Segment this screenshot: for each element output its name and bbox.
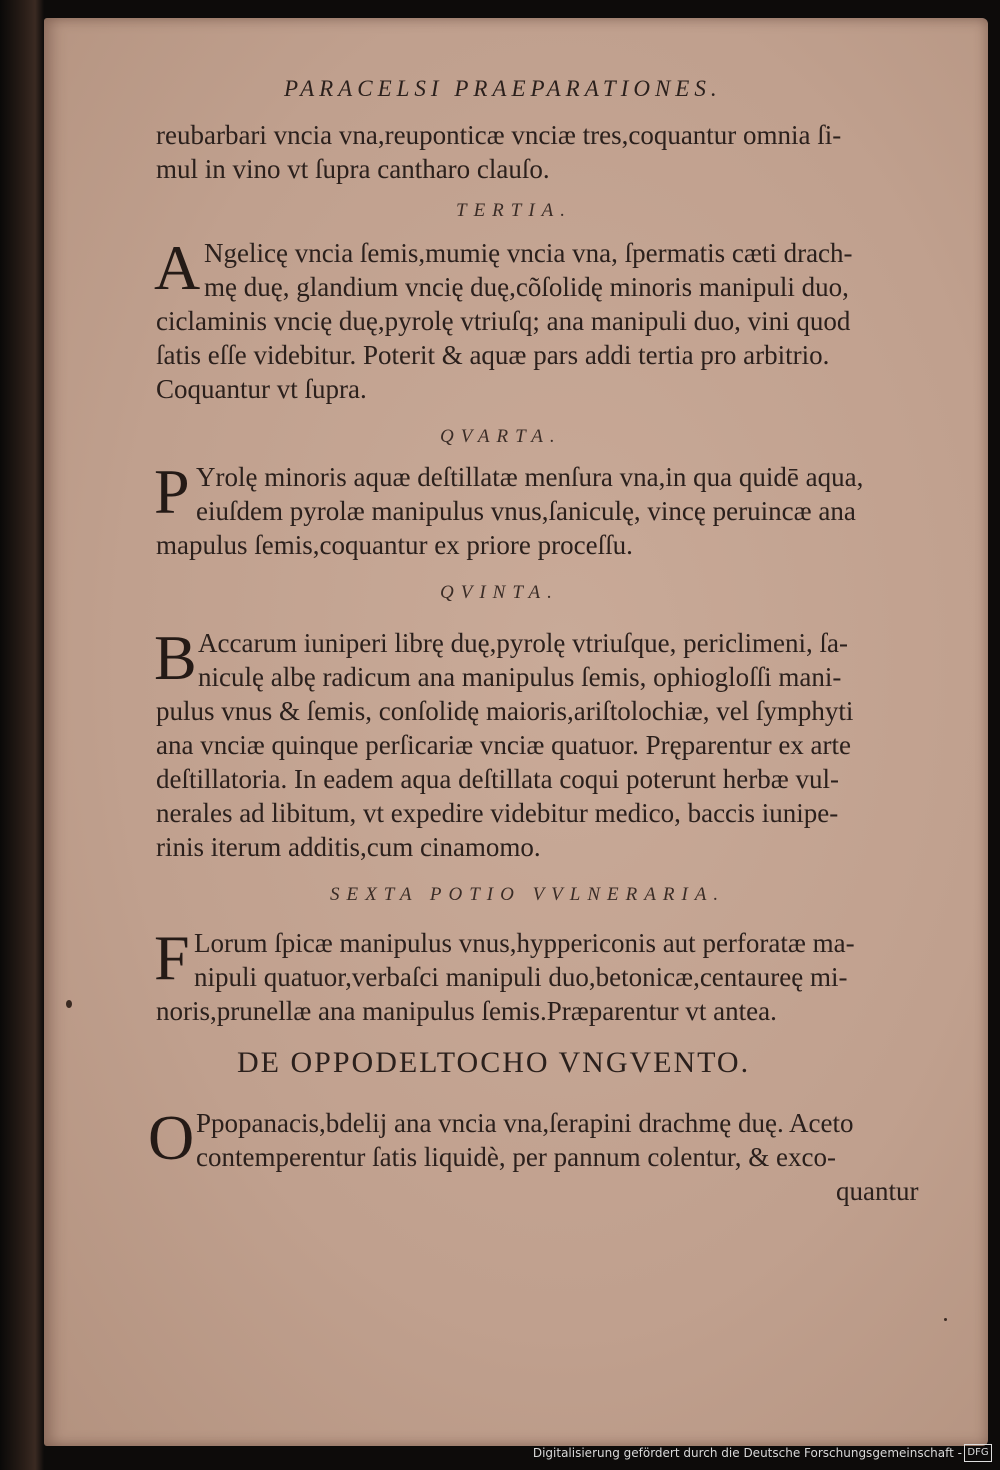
- text-line: ſatis eſſe videbitur. Poterit & aquæ pars addi tertia pro arbitrio.: [156, 340, 830, 370]
- dropcap-p: P: [154, 456, 190, 527]
- text-line: nipuli quatuor,verbaſci manipuli duo,betonicæ,centaureę mi-: [194, 962, 848, 992]
- text-line: Ppopanacis,bdelij ana vncia vna,ſerapini drachmę duę. Aceto: [196, 1108, 854, 1138]
- ink-speck: [944, 1318, 947, 1321]
- text-line: pulus vnus & ſemis, conſolidę maioris,ariſtolochiæ, vel ſymphyti: [156, 696, 854, 726]
- text-line: noris,prunellæ ana manipulus ſemis.Præparentur vt antea.: [156, 996, 777, 1026]
- section-heading-sexta: SEXTA POTIO VVLNERARIA.: [330, 884, 726, 905]
- dfg-logo: DFG: [964, 1444, 992, 1462]
- text-line: ana vnciæ quinque perſicariæ vnciæ quatuor. Pręparentur ex arte: [156, 730, 852, 760]
- dropcap-a: A: [154, 232, 201, 303]
- text-line: contemperentur ſatis liquidè, per pannum colentur, & exco-: [196, 1142, 836, 1172]
- text-line: Yrolę minoris aquæ deſtillatæ menſura vna,in qua quidē aqua,: [196, 462, 864, 492]
- catchword: quantur: [836, 1176, 919, 1206]
- dropcap-o: O: [148, 1102, 195, 1173]
- text-line: Accarum iuniperi librę duę,pyrolę vtriuſque, periclimeni, ſa-: [198, 628, 849, 658]
- text-line: mę duę, glandium vncię duę,cõſolidę minoris manipuli duo,: [204, 272, 849, 302]
- section-heading-quinta: QVINTA.: [440, 582, 559, 603]
- text-line: deſtillatoria. In eadem aqua deſtillata coqui poterunt herbæ vul-: [156, 764, 840, 794]
- dropcap-f: F: [154, 922, 190, 993]
- section-heading-oppodeltocho: DE OPPODELTOCHO VNGVENTO.: [237, 1046, 751, 1079]
- text-line: mul in vino vt ſupra cantharo clauſo.: [156, 154, 550, 184]
- text-line: Coquantur vt ſupra.: [156, 374, 367, 404]
- text-line: mapulus ſemis,coquantur ex priore proceſſu.: [156, 530, 633, 560]
- text-line: Ngelicę vncia ſemis,mumię vncia vna, ſpermatis cæti drach-: [204, 238, 853, 268]
- text-line: nerales ad libitum, vt expedire videbitur medico, baccis iunipe-: [156, 798, 839, 828]
- text-line: ciclaminis vncię duę,pyrolę vtriuſq; ana manipuli duo, vini quod: [156, 306, 851, 336]
- text-line: Lorum ſpicæ manipulus vnus,hyppericonis aut perforatæ ma-: [194, 928, 855, 958]
- section-heading-quarta: QVARTA.: [440, 426, 562, 447]
- running-head: PARACELSI PRAEPARATIONES.: [284, 76, 722, 101]
- ink-speck: [66, 1000, 72, 1008]
- text-line: eiuſdem pyrolæ manipulus vnus,ſaniculę, vincę peruincæ ana: [196, 496, 856, 526]
- digitization-credit: Digitalisierung gefördert durch die Deutsche Forschungsgemeinschaft -: [532, 1446, 962, 1460]
- text-line: rinis iterum additis,cum cinamomo.: [156, 832, 541, 862]
- book-binding: [0, 0, 44, 1470]
- text-line: reubarbari vncia vna,reuponticæ vnciæ tres,coquantur omnia ſi-: [156, 120, 842, 150]
- text-line: niculę albę radicum ana manipulus ſemis, ophiogloſſi mani-: [198, 662, 842, 692]
- section-heading-tertia: TERTIA.: [456, 200, 573, 221]
- dropcap-b: B: [154, 622, 197, 693]
